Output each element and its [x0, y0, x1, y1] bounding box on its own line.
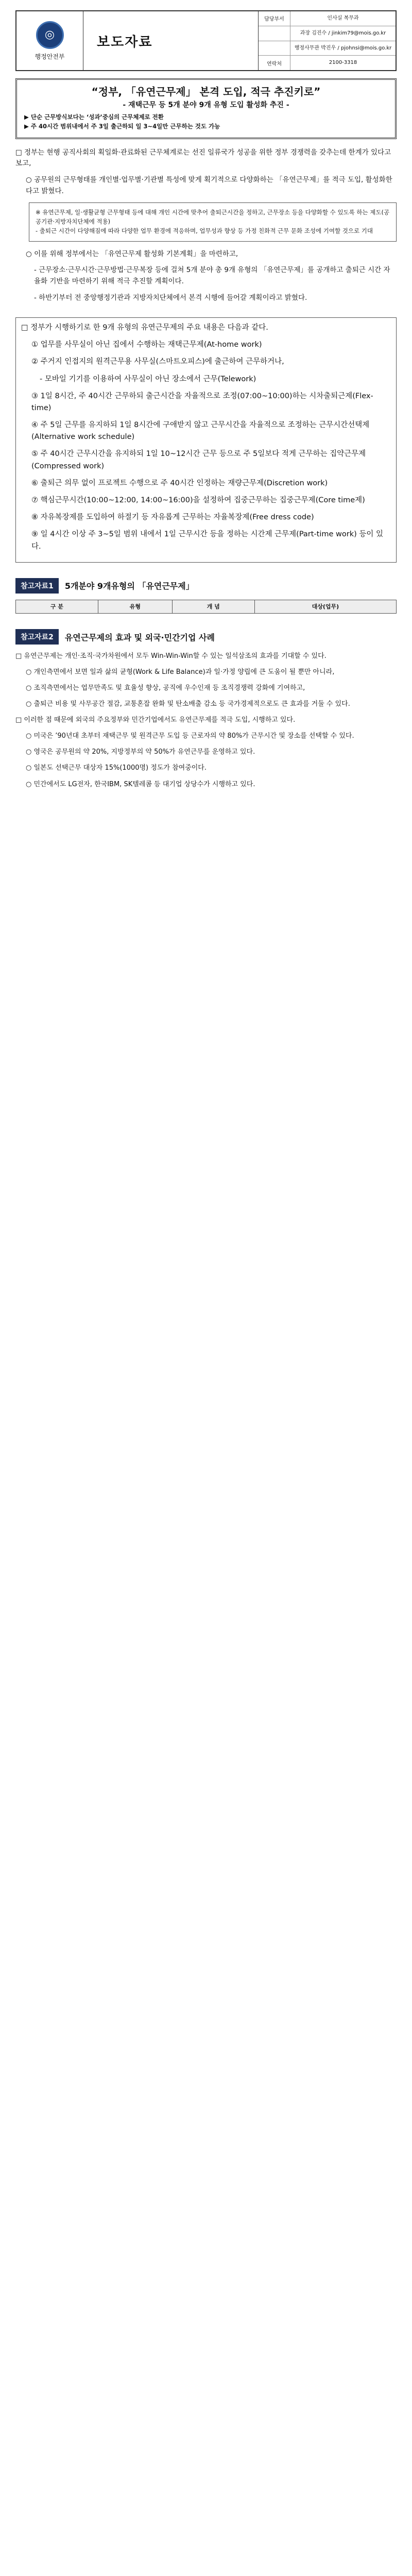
title-box	[15, 78, 397, 139]
effects-list: □ 유연근무제는 개인·조직·국가차원에서 모두 Win-Win-Win할 수 있는 일석삼조의 효과를 기대할 수 있다. ○ 개인측면에서 보면 일과 삶의 균형(Work & Life Balance)과 일·가정 양립에 큰 도움이 될 뿐만 아니라, ○ 조직측면에서는 업무만족도 및 효율성 향상, 공직에 우수인재 등 조직경쟁력 강화에 기여하고, ○ 출퇴근 비용 및 사무공간 절감, 교통혼잡 완화 및 탄소배출 감소 등 국가경제적으로도 큰 효과를 거둘 수 있다. □ 이러한 점 때문에 외국의 주요정부와 민간기업에서도 유연근무제를 적극 도입, 시행하고 있다. ○ 미국은 ’90년대 초부터 재택근무 및 원격근무 도입 등 근로자의 약 80%가 근무시간 및 장소를 선택할 수 있다. ○ 영국은 공무원의 약 20%, 지방정부의 약 50%가 유연근무를 운영하고 있다. ○ 일본도 선택근무 대상자 15%(1000명) 정도가 참여중이다. ○ 민간에서도 LG전자, 한국IBM, SK텔레콤 등 대기업 상당수가 시행하고 있다.	[15, 652, 354, 788]
org-name: 행정안전부	[35, 53, 65, 60]
section2-header	[15, 629, 397, 645]
contact-info: 담당부서 인사실 복무과 과장 김진수 / jinkim79@mois.go.kr 행정사무관 박진우 / pjohnsi@mois.go.kr 연락처 2100-3318	[259, 11, 396, 70]
government-emblem-icon: ◎	[36, 21, 64, 49]
doc-type: 보도자료	[83, 11, 259, 70]
reference-box: ※ 유연근무제, 일·생활균형 근무형태 등에 대해 개인 시간에 맞추어 출퇴근시간을 정하고, 근무장소 등을 다양화할 수 있도록 하는 제도(공공기관·지방자치단체에 적용) - 출퇴근 시간이 다양해짐에 따라 다양한 업무 환경에 적응하며, 업무성과 향상 등 가정 친화적 근무 문화 조성에 기여할 것으로 기대	[29, 202, 397, 241]
subtitle: - 재택근무 등 5개 분야 9개 유형 도입 활성화 추진 -	[123, 101, 289, 109]
title-bullets: ▶ 단순 근무방식보다는 ‘성과’중심의 근무체제로 전환 ▶ 주 40시간 범위내에서 주 3일 출근하되 일 3~4일만 근무하는 것도 가능	[24, 113, 220, 130]
section1-title: 5개분야 9개유형의 「유연근무제」	[64, 581, 194, 591]
press-release-page	[15, 10, 397, 795]
main-title: “정부, 「유연근무제」 본격 도입, 적극 추진키로”	[91, 86, 321, 98]
header	[15, 10, 397, 71]
section1-tag: 참고자료1	[15, 578, 59, 594]
col-target: 대상(업무)	[254, 600, 396, 613]
types-table	[15, 600, 397, 614]
section2-title: 유연근무제의 효과 및 외국·민간기업 사례	[64, 632, 215, 642]
col-type: 유형	[98, 600, 172, 613]
body: □ 정부는 현행 공직사회의 획일화·관료화된 근무체계로는 선진 일류국가 성공을 위한 정부 경쟁력을 갖추는데 한계가 있다고 보고, ○ 공무원의 근무형태를 개인별·업무별·기관별 특성에 맞게 획기적으로 다양화하는 「유연근무제」를 적극 도입, 활성화한다고 밝혔다. ※ 유연근무제, 일·생활균형 근무형태 등에 대해 개인 시간에 맞추어 출퇴근시간을 정하고, 근무장소 등을 다양화할 수 있도록 하는 제도(공공기관·지방자치단체에 적용) - 출퇴근 시간이 다양해짐에 따라 다양한 업무 환경에 적응하며, 업무성과 향상 등 가정 친화적 근무 문화 조성에 기여할 것으로 기대 ○ 이를 위해 정부에서는 「유연근무제 활성화 기본계획」을 마련하고, - 근무장소·근무시간·근무방법·근무복장 등에 걸쳐 5개 분야 총 9개 유형의 「유연근무제」를 공개하고 출퇴근 시간 자율화 기반을 마련하기 위해 적극 추진할 계획이다. - 하반기부터 전 중앙행정기관과 지방자치단체에서 본격 시행에 들어갈 계획이라고 밝혔다. □ 정부가 시행하기로 한 9개 유형의 유연근무제의 주요 내용은 다음과 같다. ① 업무를 사무실이 아닌 집에서 수행하는 재택근무제(At-home work) ② 주거지 인접지의 원격근무용 사무실(스마트오피스)에 출근하여 근무하거나, - 모바일 기기를 이용하여 사무실이 아닌 장소에서 근무(Telework) ③ 1일 8시간, 주 40시간 근무하되 출근시간을 자율적으로 조정(07:00~10:00)하는 시차출퇴근제(Flex-time) ④ 주 5일 근무를 유지하되 1일 8시간에 구애받지 않고 근무시간을 자율적으로 조정하는 근무시간선택제(Alternative work schedule) ⑤ 주 40시간 근무시간을 유지하되 1일 10~12시간 근무 등으로 주 5일보다 적게 근무하는 집약근무제(Compressed work) ⑥ 출퇴근 의무 없이 프로젝트 수행으로 주 40시간 인정하는 재량근무제(Discretion work) ⑦ 핵심근무시간(10:00~12:00, 14:00~16:00)을 설정하여 집중근무하는 집중근무제(Core time제) ⑧ 자유복장제를 도입하여 하절기 등 자유롭게 근무하는 자율복장제(Free dress code) ⑨ 일 4시간 이상 주 3~5일 범위 내에서 1일 근무시간 등을 정하는 시간제 근무제(Part-time work) 등이 있다.	[15, 147, 397, 563]
col-category: 구 분	[16, 600, 98, 613]
logo-area	[16, 11, 83, 70]
section1-header	[15, 578, 397, 594]
col-concept: 개 념	[172, 600, 254, 613]
section2-tag: 참고자료2	[15, 629, 59, 645]
types-section: □ 정부가 시행하기로 한 9개 유형의 유연근무제의 주요 내용은 다음과 같다. ① 업무를 사무실이 아닌 집에서 수행하는 재택근무제(At-home work) ② 주거지 인접지의 원격근무용 사무실(스마트오피스)에 출근하여 근무하거나, - 모바일 기기를 이용하여 사무실이 아닌 장소에서 근무(Telework) ③ 1일 8시간, 주 40시간 근무하되 출근시간을 자율적으로 조정(07:00~10:00)하는 시차출퇴근제(Flex-time) ④ 주 5일 근무를 유지하되 1일 8시간에 구애받지 않고 근무시간을 자율적으로 조정하는 근무시간선택제(Alternative work schedule) ⑤ 주 40시간 근무시간을 유지하되 1일 10~12시간 근무 등으로 주 5일보다 적게 근무하는 집약근무제(Compressed work) ⑥ 출퇴근 의무 없이 프로젝트 수행으로 주 40시간 인정하는 재량근무제(Discretion work) ⑦ 핵심근무시간(10:00~12:00, 14:00~16:00)을 설정하여 집중근무하는 집중근무제(Core time제) ⑧ 자유복장제를 도입하여 하절기 등 자유롭게 근무하는 자율복장제(Free dress code) ⑨ 일 4시간 이상 주 3~5일 범위 내에서 1일 근무시간 등을 정하는 시간제 근무제(Part-time work) 등이 있다.	[15, 317, 397, 563]
